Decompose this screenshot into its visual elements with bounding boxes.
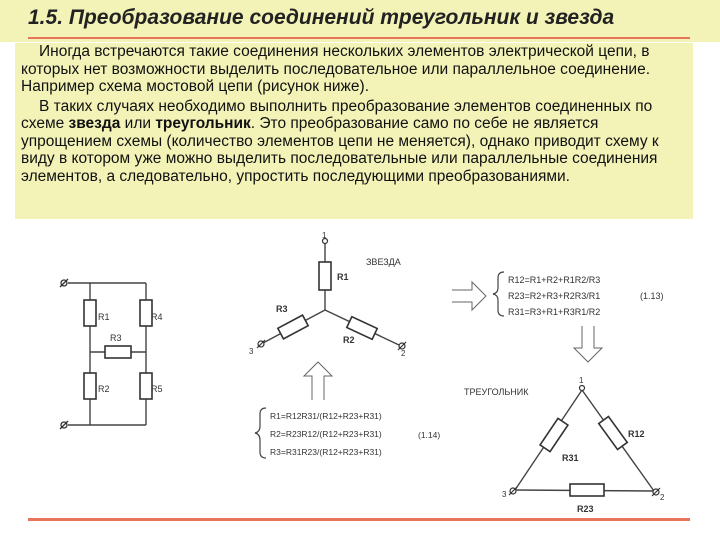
formula-1-14-line-2: R2=R23R12/(R12+R23+R31) [270,429,382,439]
term-triangle: треугольник [155,115,251,132]
formula-1-14-line-3: R3=R31R23/(R12+R23+R31) [270,447,382,457]
triangle-node-label-2: 2 [660,493,665,502]
paragraph-2-start: В таких случаях необходимо выполнить преобразование элементов соединенных по схеме [21,97,653,132]
formula-1-14-line-1: R1=R12R31/(R12+R23+R31) [270,411,382,421]
arrow-down [574,326,602,362]
page-title: 1.5. Преобразование соединений треугольник и звезда [28,6,615,29]
formula-1-13-line-3: R31=R3+R1+R3R1/R2 [508,307,601,317]
triangle-label-r23: R23 [577,504,594,514]
formulas-1-14 [255,408,440,458]
formulas-1-13 [493,272,664,317]
formula-1-13-tag: (1.13) [640,291,664,301]
bridge-circuit [60,279,163,429]
formula-1-14-tag: (1.14) [418,430,441,440]
bridge-label-r3: R3 [110,333,122,343]
triangle-caption: ТРЕУГОЛЬНИК [464,387,529,397]
arrow-right [452,282,486,310]
triangle-resistor-r12 [599,417,628,450]
bridge-label-r5: R5 [151,384,163,394]
triangle-circuit [464,376,665,514]
triangle-node-1 [580,386,585,391]
bridge-label-r1: R1 [98,312,110,322]
bottom-rule [28,518,690,521]
triangle-resistor-r31 [540,418,568,451]
bridge-label-r4: R4 [151,312,163,322]
star-resistor-r3 [278,315,308,339]
star-node-label-1: 1 [322,231,327,240]
arrow-up [304,362,332,400]
bridge-resistor-r1 [84,300,96,326]
triangle-resistor-r23 [570,484,604,496]
bridge-label-r2: R2 [98,384,110,394]
bridge-resistor-r2 [84,373,96,399]
formula-1-13-line-1: R12=R1+R2+R1R2/R3 [508,275,601,285]
triangle-node-label-1: 1 [579,376,584,385]
triangle-label-r31: R31 [562,453,579,463]
triangle-label-r12: R12 [628,429,645,439]
bridge-resistor-r3 [105,346,131,358]
formula-1-13-line-2: R23=R2+R3+R2R3/R1 [508,291,601,301]
term-star: звезда [68,115,121,132]
star-resistor-r1 [319,262,331,290]
star-caption: ЗВЕЗДА [366,257,401,267]
star-label-r3: R3 [276,304,288,314]
triangle-node-label-3: 3 [502,490,507,499]
star-label-r2: R2 [343,335,355,345]
star-circuit [249,231,406,358]
star-label-r1: R1 [337,272,349,282]
paragraph-1-text: Иногда встречаются такие соединения нескольких элементов электрической цепи, в которых нет возможности выделить последовательное или параллельное соединение. Например схема мостовой цепи (рисунок ниже). [21,43,650,95]
paragraph-2-or: или [120,115,156,132]
star-node-label-3: 3 [249,347,254,356]
paragraph-2-end: . Это преобразование само по себе не является упрощением схемы (количество элементов цепи не меняется), однако приводит схему к виду в котором уже можно выделить последовательные или параллельные соединения элементов, а следовательно, упростить последующими преобразованиями. [21,115,659,185]
star-node-label-2: 2 [401,349,406,358]
